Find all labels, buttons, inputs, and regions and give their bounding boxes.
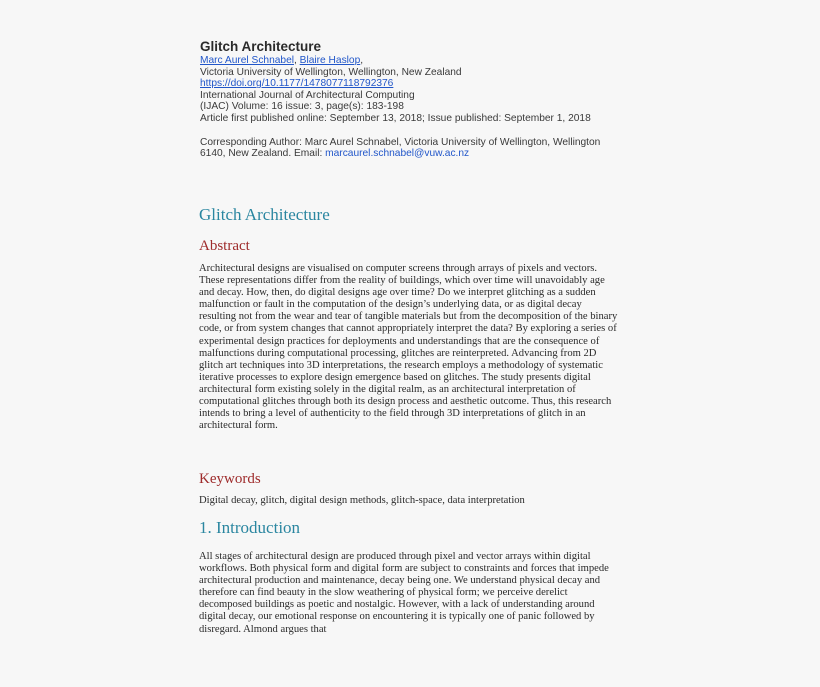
affiliation: Victoria University of Wellington, Wellington, New Zealand — [200, 66, 462, 78]
journal-volume: (IJAC) Volume: 16 issue: 3, page(s): 183-198 — [200, 101, 404, 113]
keywords-text: Digital decay, glitch, digital design methods, glitch-space, data interpretation — [199, 495, 525, 506]
doi-link[interactable]: https://doi.org/10.1177/1478077118792376 — [200, 78, 394, 90]
publication-dates: Article first published online: September 13, 2018; Issue published: September 1, 2018 — [200, 112, 591, 124]
introduction-heading: 1. Introduction — [199, 518, 301, 537]
author-separator: , — [294, 55, 300, 66]
article-title: Glitch Architecture — [200, 39, 322, 54]
corresponding-text: Corresponding Author: Marc Aurel Schnabel, Victoria University of Wellington, Wellington 6140, New Zealand. Email: — [200, 136, 601, 160]
journal-name: International Journal of Architectural Computing — [200, 89, 415, 101]
author-link-haslop[interactable]: Blaire Haslop — [299, 55, 361, 66]
authors-line — [200, 55, 620, 67]
email-link[interactable]: marcaurel.schnabel@vuw.ac.nz — [325, 148, 470, 160]
keywords-heading: Keywords — [199, 471, 261, 487]
author-trailing-comma: , — [360, 55, 364, 66]
introduction-text: All stages of architectural design are produced through pixel and vector arrays within digital workflows. Both physical form and digital form are subject to constraints and forces that impede architectural production and maintenance, decay being one. We understand physical decay and therefore can find beauty in the slow weathering of physical form; we perceive derelict decomposed buildings as poetic and nostalgic. However, with a lack of understanding around digital decay, our emotional response on encountering it is typically one of panic followed by disregard. Almond argues that — [199, 551, 609, 635]
corresponding-author — [200, 137, 620, 160]
article-header — [200, 39, 620, 160]
abstract-heading: Abstract — [199, 238, 250, 254]
abstract-text: Architectural designs are visualised on computer screens through arrays of pixels and vectors. These representations differ from the reality of buildings, which over time will unavoidably age and decay. How, then, do digital designs age over time? Do we interpret glitching as a sudden malfunction or fault in the computation of the design’s underlying data, or as digital decay resulting not from the wear and tear of tangible materials but from the decomposition of the binary code, or from system changes that cannot appropriately interpret the data? By exploring a series of experimental design practices for deployments and understandings that are the consequence of malfunctions during computational processing, glitches are reinterpreted. Advancing from 2D glitch art techniques into 3D interpretations, the research employs a methodology of systematic iterative processes to explore design emergence based on glitches. The study presents digital architectural form existing solely in the digital realm, as an architectural interpretation of computational glitches through both its design process and aesthetic outcome. Thus, this research intends to bring a level of authenticity to the field through 3D interpretations of glitch in an architectural form. — [199, 263, 618, 432]
main-title: Glitch Architecture — [199, 205, 330, 224]
author-link-schnabel[interactable]: Marc Aurel Schnabel — [200, 55, 294, 66]
